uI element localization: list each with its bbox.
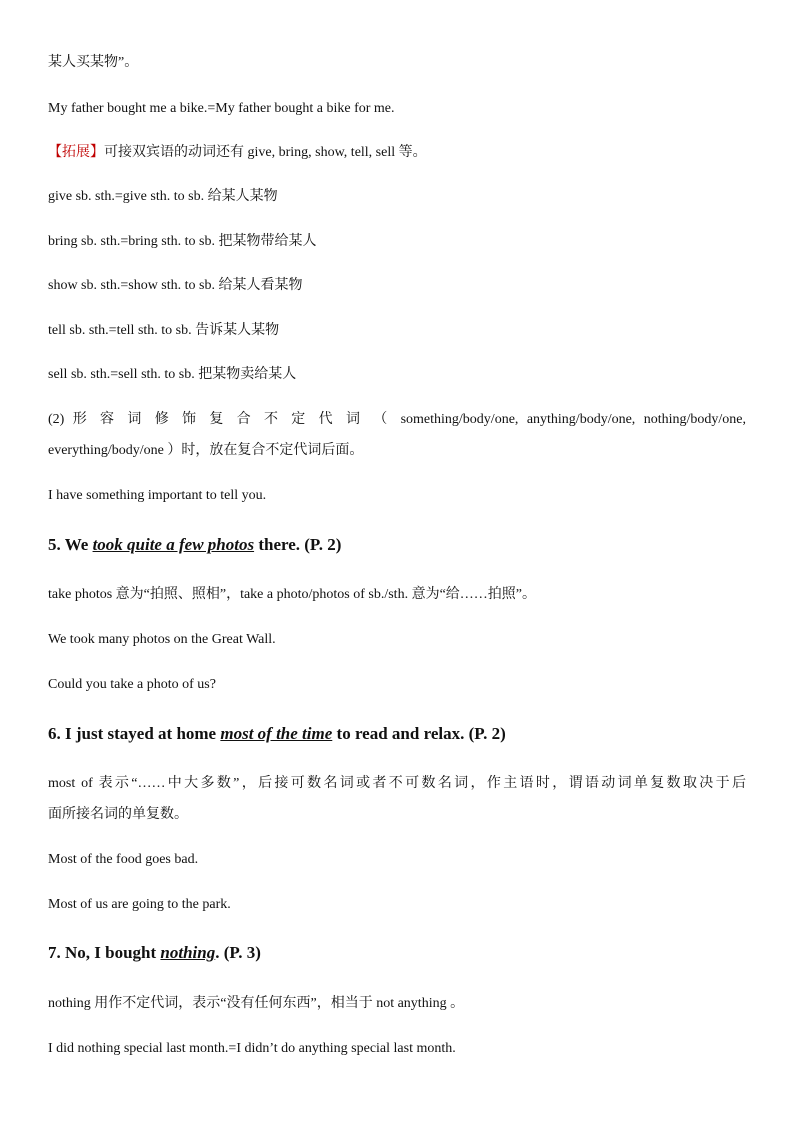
section-heading-6 — [48, 724, 506, 744]
example-sentence: I did nothing special last month.=I didn’t do anything special last month. — [48, 1041, 456, 1056]
extension-text: 可接双宾语的动词还有 give, bring, show, tell, sell 等。 — [104, 145, 427, 160]
phrase-line: sell sb. sth.=sell sth. to sb. 把某物卖给某人 — [48, 367, 297, 382]
explanation: take photos 意为“拍照、照相”，take a photo/photos of sb./sth. 意为“给……拍照”。 — [48, 587, 536, 602]
example-sentence: We took many photos on the Great Wall. — [48, 632, 276, 647]
extension-note — [48, 143, 427, 163]
example-sentence: Most of us are going to the park. — [48, 897, 231, 912]
heading-post: to read and relax. (P. 2) — [332, 724, 506, 743]
example-sentence: Could you take a photo of us? — [48, 677, 216, 692]
explanation: most of 表示“……中大多数”，后接可数名词或者不可数名词，作主语时，谓语动词单复数取决于后 — [48, 776, 746, 791]
section-heading-5 — [48, 535, 341, 555]
heading-post: there. (P. 2) — [254, 535, 342, 554]
grammar-note: (2) 形 容 词 修 饰 复 合 不 定 代 词 （ something/body/one, anything/body/one, nothing/body/one, — [48, 412, 746, 427]
explanation-cont: 面所接名词的单复数。 — [48, 807, 188, 822]
heading-pre: 7. No, I bought — [48, 943, 161, 962]
text-line: 某人买某物”。 — [48, 55, 139, 70]
heading-pre: 5. We — [48, 535, 93, 554]
heading-key-phrase: nothing — [160, 943, 216, 962]
phrase-line: give sb. sth.=give sth. to sb. 给某人某物 — [48, 189, 278, 204]
example-sentence: I have something important to tell you. — [48, 488, 267, 503]
explanation: nothing 用作不定代词，表示“没有任何东西”，相当于 not anything 。 — [48, 996, 465, 1011]
heading-pre: 6. I just stayed at home — [48, 724, 221, 743]
phrase-line: show sb. sth.=show sth. to sb. 给某人看某物 — [48, 278, 303, 293]
grammar-note-cont: everything/body/one ）时，放在复合不定代词后面。 — [48, 443, 364, 458]
phrase-line: tell sb. sth.=tell sth. to sb. 告诉某人某物 — [48, 323, 280, 338]
extension-tag: 【拓展】 — [48, 145, 104, 160]
heading-key-phrase: took quite a few photos — [92, 535, 255, 554]
heading-post: . (P. 3) — [215, 943, 261, 962]
heading-key-phrase: most of the time — [220, 724, 333, 743]
example-sentence: My father bought me a bike.=My father bought a bike for me. — [48, 101, 395, 116]
section-heading-7 — [48, 943, 261, 963]
example-sentence: Most of the food goes bad. — [48, 852, 199, 867]
phrase-line: bring sb. sth.=bring sth. to sb. 把某物带给某人 — [48, 234, 317, 249]
